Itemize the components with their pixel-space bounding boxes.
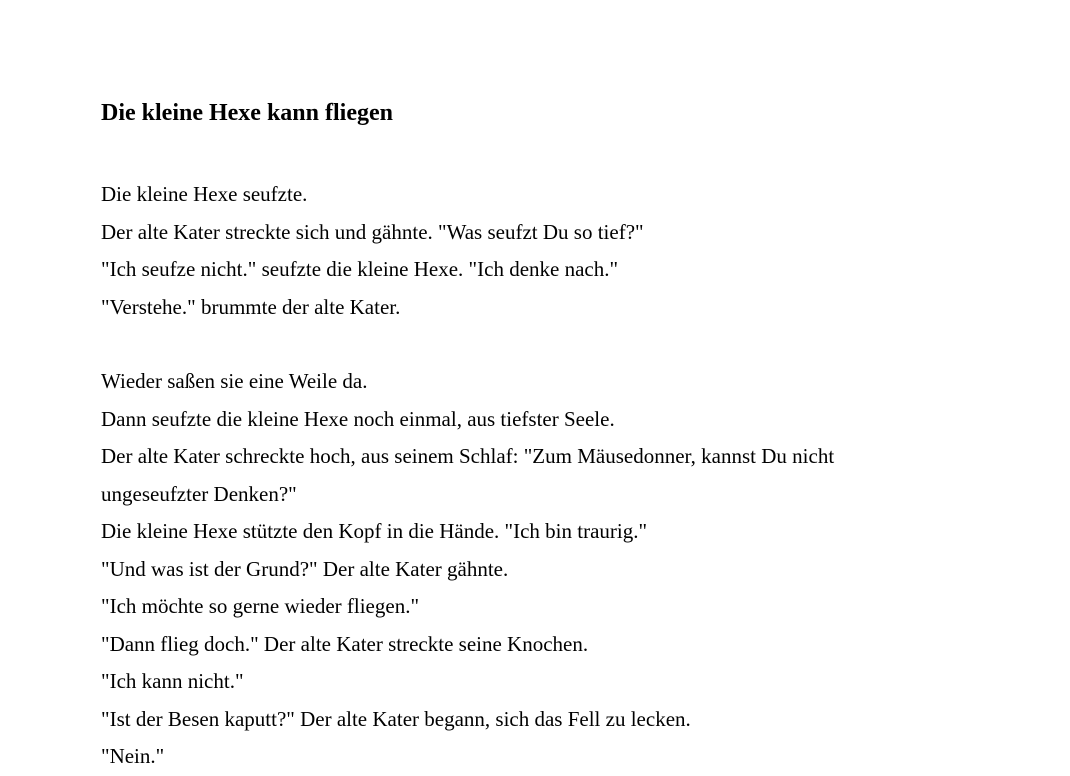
text-line: Dann seufzte die kleine Hexe noch einmal, aus tiefster Seele. — [101, 406, 615, 431]
text-line: ungeseufzter Denken?" — [101, 481, 297, 506]
text-line: "Dann flieg doch." Der alte Kater streckte seine Knochen. — [101, 631, 589, 656]
text-line: Die kleine Hexe stützte den Kopf in die Hände. "Ich bin traurig." — [101, 519, 648, 543]
text-line: Wieder saßen sie eine Weile da. — [101, 369, 368, 393]
text-line: "Ich möchte so gerne wieder fliegen." — [101, 594, 420, 618]
text-line: Der alte Kater streckte sich und gähnte. "Was seufzt Du so tief?" — [101, 219, 644, 244]
text-line: Die kleine Hexe seufzte. — [101, 182, 308, 206]
text-line: "Verstehe." brummte der alte Kater. — [101, 294, 401, 319]
paragraph — [101, 363, 1001, 776]
page-title: Die kleine Hexe kann fliegen — [101, 100, 393, 126]
text-line: "Nein." — [101, 744, 165, 768]
text-line: "Und was ist der Grund?" Der alte Kater gähnte. — [101, 556, 509, 581]
text-line: "Ich seufze nicht." seufzte die kleine Hexe. "Ich denke nach." — [101, 257, 619, 281]
text-line: Der alte Kater schreckte hoch, aus seinem Schlaf: "Zum Mäusedonner, kannst Du nicht — [101, 444, 835, 468]
text-line: "Ich kann nicht." — [101, 669, 244, 693]
text-line: "Ist der Besen kaputt?" Der alte Kater begann, sich das Fell zu lecken. — [101, 706, 691, 731]
paragraph — [101, 176, 1001, 326]
